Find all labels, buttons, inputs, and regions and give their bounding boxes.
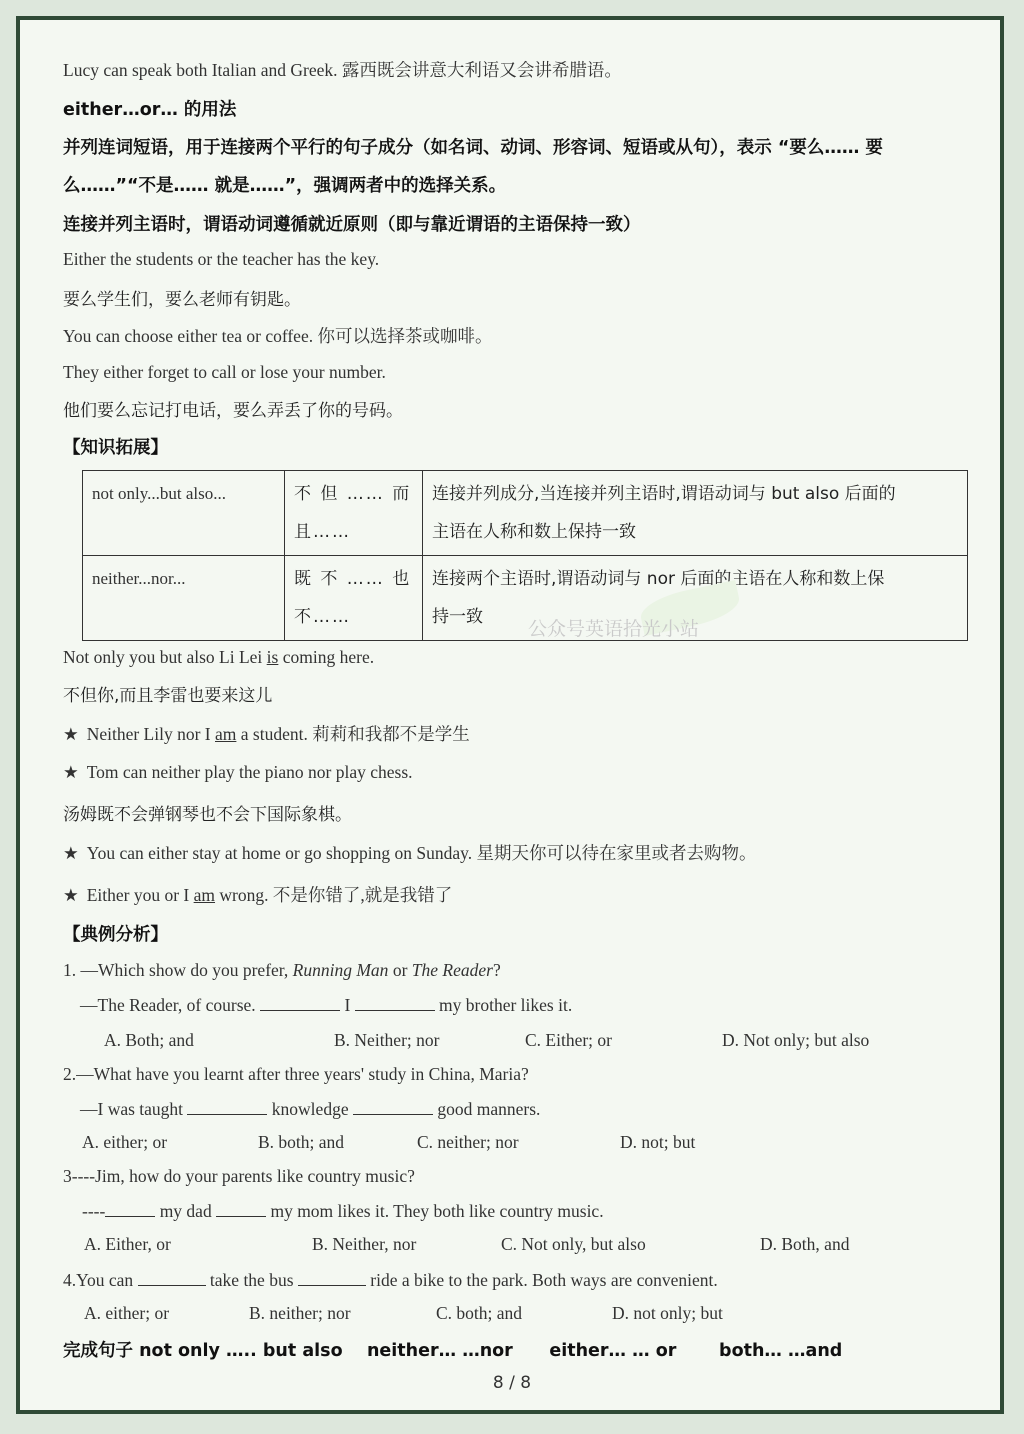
question-text: —The Reader, of course. bbox=[80, 995, 261, 1015]
option-b[interactable]: B. Neither; nor bbox=[334, 1030, 440, 1050]
page-number: 8 / 8 bbox=[492, 1373, 532, 1393]
star-icon: ★ bbox=[63, 724, 79, 744]
option-d[interactable]: D. not; but bbox=[620, 1132, 696, 1152]
sentence-part: Either you or I bbox=[86, 885, 194, 905]
option-a[interactable]: A. either; or bbox=[84, 1303, 170, 1323]
example-translation: 他们要么忘记打电话，要么弄丢了你的号码。 bbox=[63, 401, 403, 421]
question-text: my mom likes it. They both like country music. bbox=[266, 1201, 604, 1221]
table-row bbox=[83, 556, 968, 641]
answer-blank[interactable] bbox=[138, 1269, 206, 1286]
option-a[interactable]: A. Either, or bbox=[84, 1234, 171, 1254]
underlined-verb: am bbox=[215, 724, 237, 744]
option-b[interactable]: B. neither; nor bbox=[249, 1303, 351, 1323]
question-text: ---- bbox=[82, 1201, 106, 1221]
question-1-answer bbox=[80, 994, 572, 1016]
question-text: take the bus bbox=[205, 1270, 298, 1290]
usage-line: 主语在人称和数上保持一致 bbox=[432, 522, 636, 542]
answer-blank[interactable] bbox=[298, 1269, 366, 1286]
starred-example bbox=[63, 840, 757, 865]
answer-blank[interactable] bbox=[353, 1098, 433, 1115]
show-title: The Reader bbox=[411, 960, 493, 980]
sentence-part: a student. 莉莉和我都不是学生 bbox=[236, 724, 470, 744]
table-cell-phrase: not only...but also... bbox=[83, 471, 285, 556]
meaning-line: 且…… bbox=[294, 522, 351, 542]
question-text: my dad bbox=[155, 1201, 217, 1221]
question-2: 2.—What have you learnt after three years' study in China, Maria? bbox=[63, 1064, 529, 1084]
starred-example bbox=[63, 882, 452, 907]
usage-line: 持一致 bbox=[432, 607, 483, 627]
question-text: 4.You can bbox=[63, 1270, 138, 1290]
option-a[interactable]: A. Both; and bbox=[104, 1030, 194, 1050]
option-d[interactable]: D. Not only; but also bbox=[722, 1030, 870, 1050]
option-a[interactable]: A. either; or bbox=[82, 1132, 168, 1152]
text-line: 并列连词短语，用于连接两个平行的句子成分（如名词、动词、形容词、短语或从句），表示 “要么…… 要 bbox=[63, 138, 883, 158]
sentence-part: Neither Lily nor I bbox=[86, 724, 215, 744]
question-text: I bbox=[340, 995, 355, 1015]
question-1 bbox=[63, 960, 501, 981]
example-sentence: They either forget to call or lose your number. bbox=[63, 362, 386, 382]
option-c[interactable]: C. both; and bbox=[436, 1303, 523, 1323]
section-heading: either…or… 的用法 bbox=[63, 100, 237, 120]
example-translation: 不但你,而且李雷也要来这儿 bbox=[63, 686, 273, 706]
table-cell-meaning bbox=[285, 471, 423, 556]
question-text: good manners. bbox=[432, 1099, 541, 1119]
underlined-verb: is bbox=[266, 647, 279, 667]
starred-example bbox=[63, 762, 413, 783]
star-icon: ★ bbox=[63, 762, 79, 782]
underlined-verb: am bbox=[193, 885, 216, 905]
question-text: knowledge bbox=[267, 1099, 353, 1119]
star-icon: ★ bbox=[63, 843, 79, 863]
sentence-part: coming here. bbox=[278, 647, 375, 667]
sentence-part: wrong. 不是你错了,就是我错了 bbox=[215, 885, 453, 905]
example-sentence bbox=[63, 647, 374, 668]
rule-statement: 连接并列主语时，谓语动词遵循就近原则（即与靠近谓语的主语保持一致） bbox=[63, 215, 641, 235]
usage-line: 连接并列成分,当连接并列主语时,谓语动词与 but also 后面的 bbox=[432, 484, 896, 504]
question-3-answer bbox=[82, 1200, 604, 1222]
example-translation: 要么学生们，要么老师有钥匙。 bbox=[63, 290, 301, 310]
table-cell-meaning bbox=[285, 556, 423, 641]
question-2-answer bbox=[80, 1098, 540, 1120]
answer-blank[interactable] bbox=[105, 1200, 155, 1217]
option-c[interactable]: C. neither; nor bbox=[417, 1132, 519, 1152]
example-translation: 汤姆既不会弹钢琴也不会下国际象棋。 bbox=[63, 805, 352, 825]
question-text: ride a bike to the park. Both ways are convenient. bbox=[365, 1270, 718, 1290]
sentence-part: Not only you but also Li Lei bbox=[63, 647, 267, 667]
section-heading: 【典例分析】 bbox=[63, 925, 168, 945]
sentence-part: You can either stay at home or go shopping on Sunday. 星期天你可以待在家里或者去购物。 bbox=[86, 843, 757, 863]
question-text: my brother likes it. bbox=[434, 995, 573, 1015]
example-sentence: You can choose either tea or coffee. 你可以选择茶或咖啡。 bbox=[63, 326, 493, 346]
question-3: 3----Jim, how do your parents like country music? bbox=[63, 1166, 415, 1186]
option-b[interactable]: B. both; and bbox=[258, 1132, 345, 1152]
table-cell-phrase: neither...nor... bbox=[83, 556, 285, 641]
table-cell-usage bbox=[423, 471, 968, 556]
option-c[interactable]: C. Either; or bbox=[525, 1030, 612, 1050]
option-c[interactable]: C. Not only, but also bbox=[501, 1234, 646, 1254]
show-title: Running Man bbox=[292, 960, 389, 980]
text-line: 么……”“不是…… 就是……”，强调两者中的选择关系。 bbox=[63, 176, 507, 196]
question-4 bbox=[63, 1269, 718, 1291]
watermark-text: 公众号英语拾光小站 bbox=[528, 618, 700, 640]
sentence-completion-heading: 完成句子 not only ….. but also neither… …nor either… … or both… …and bbox=[63, 1341, 843, 1361]
meaning-line: 既 不 …… 也 bbox=[294, 569, 412, 589]
usage-line: 连接两个主语时,谓语动词与 nor 后面的主语在人称和数上保 bbox=[432, 569, 885, 589]
example-sentence: Either the students or the teacher has the key. bbox=[63, 249, 380, 269]
answer-blank[interactable] bbox=[187, 1098, 267, 1115]
section-heading: 【知识拓展】 bbox=[63, 438, 168, 458]
meaning-line: 不…… bbox=[294, 607, 351, 627]
option-d[interactable]: D. Both, and bbox=[760, 1234, 850, 1254]
sentence-part: Tom can neither play the piano nor play chess. bbox=[86, 762, 413, 782]
knowledge-table bbox=[82, 470, 968, 641]
text-line: Lucy can speak both Italian and Greek. 露西既会讲意大利语又会讲希腊语。 bbox=[63, 60, 622, 80]
starred-example bbox=[63, 721, 470, 746]
meaning-line: 不 但 …… 而 bbox=[294, 484, 412, 504]
question-text: ? bbox=[492, 960, 501, 980]
table-row bbox=[83, 471, 968, 556]
star-icon: ★ bbox=[63, 885, 79, 905]
answer-blank[interactable] bbox=[260, 994, 340, 1011]
question-text: —I was taught bbox=[80, 1099, 188, 1119]
option-d[interactable]: D. not only; but bbox=[612, 1303, 723, 1323]
question-text: 1. —Which show do you prefer, bbox=[63, 960, 293, 980]
question-text: or bbox=[388, 960, 412, 980]
option-b[interactable]: B. Neither, nor bbox=[312, 1234, 417, 1254]
answer-blank[interactable] bbox=[355, 994, 435, 1011]
answer-blank[interactable] bbox=[216, 1200, 266, 1217]
